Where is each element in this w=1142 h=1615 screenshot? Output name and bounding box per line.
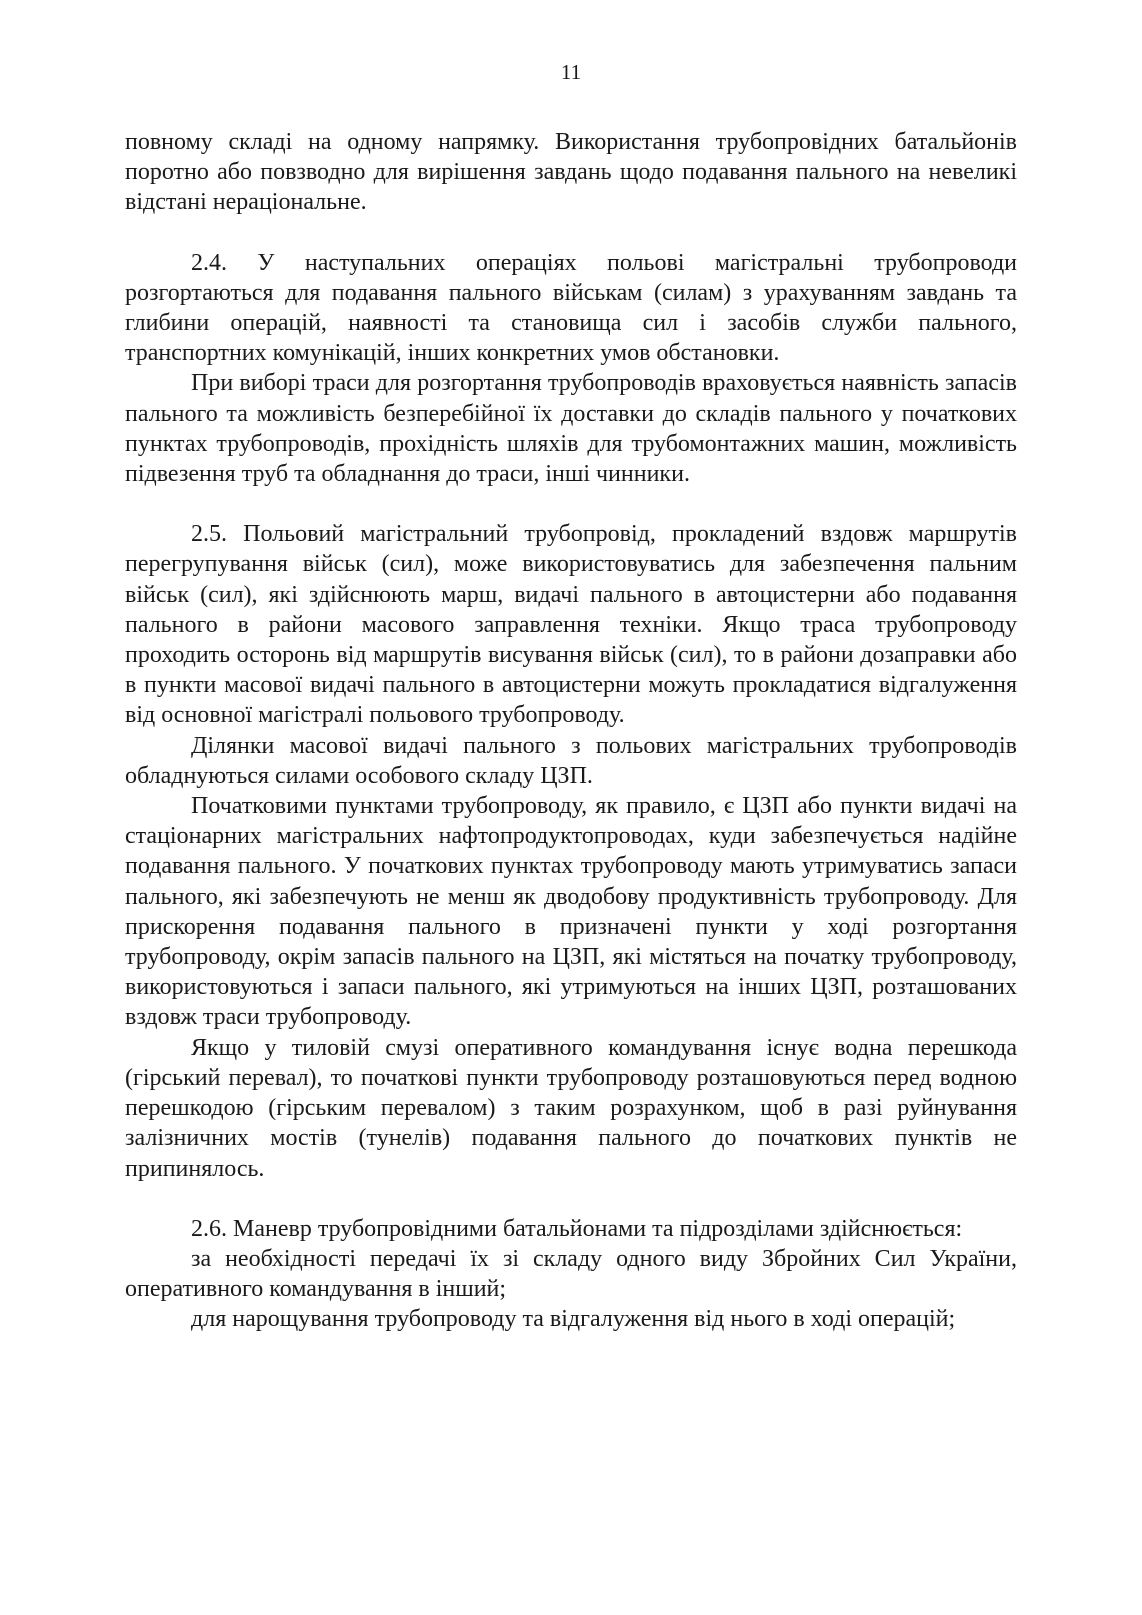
document-body: [125, 127, 1017, 1335]
paragraph: Якщо у тиловій смузі оперативного командування існує водна перешкода (гірський перевал), то початкові пункти трубопроводу розташовуються перед водною перешкодою (гірським перевалом) з таким розрахунком, щоб в разі руйнування залізничних мостів (тунелів) подавання пального до початкових пунктів не припинялось.: [125, 1034, 1017, 1182]
paragraph: повному складі на одному напрямку. Використання трубопровідних батальйонів поротно або повзводно для вирішення завдань щодо подавання пального на невеликі відстані нераціональне.: [125, 129, 1017, 216]
paragraph: Початковими пунктами трубопроводу, як правило, є ЦЗП або пункти видачі на стаціонарних магістральних нафтопродуктопроводах, куди забезпечується надійне подавання пального. У початкових пунктах трубопроводу мають утримуватись запаси пального, які забезпечують не менш як дводобову продуктивність трубопроводу. Для прискорення подавання пального в призначені пункти у ході розгортання трубопроводу, окрім запасів пального на ЦЗП, які містяться на початку трубопроводу, використовуються і запаси пального, які утримуються на інших ЦЗП, розташованих вздовж траси трубопроводу.: [125, 793, 1017, 1031]
paragraph: 2.6. Маневр трубопровідними батальйонами та підрозділами здійснюється:: [191, 1215, 963, 1242]
page-number: 11: [560, 60, 582, 84]
paragraph: 2.4. У наступальних операціях польові магістральні трубопроводи розгортаються для подавання пального військам (силам) з урахуванням завдань та глибини операцій, наявності та становища сил і засобів служби пального, транспортних комунікацій, інших конкретних умов обстановки.: [125, 249, 1017, 367]
paragraph: для нарощування трубопроводу та відгалуження від нього в ході операцій;: [191, 1306, 956, 1333]
paragraph: за необхідності передачі їх зі складу одного виду Збройних Сил України, оперативного командування в інший;: [125, 1245, 1017, 1303]
paragraph: При виборі траси для розгортання трубопроводів враховується наявність запасів пального та можливість безперебійної їх доставки до складів пального у початкових пунктах трубопроводів, прохідність шляхів для трубомонтажних машин, можливість підвезення труб та обладнання до траси, інші чинники.: [125, 370, 1017, 488]
paragraph-spacer: [125, 489, 1017, 519]
paragraph: 2.5. Польовий магістральний трубопровід, прокладений вздовж маршрутів перегрупування військ (сил), може використовуватись для забезпечення пальним військ (сил), які здійснюють марш, видачі пального в автоцистерни або подавання пального в райони масового заправлення техніки. Якщо траса трубопроводу проходить осторонь від маршрутів висування військ (сил), то в райони дозаправки або в пункти масової видачі пального в автоцистерни можуть прокладатися відгалуження від основної магістралі польового трубопроводу.: [125, 521, 1017, 729]
paragraph: Ділянки масової видачі пального з польових магістральних трубопроводів обладнуються силами особового складу ЦЗП.: [125, 732, 1017, 789]
paragraph-spacer: [125, 1184, 1017, 1214]
paragraph-spacer: [125, 218, 1017, 248]
